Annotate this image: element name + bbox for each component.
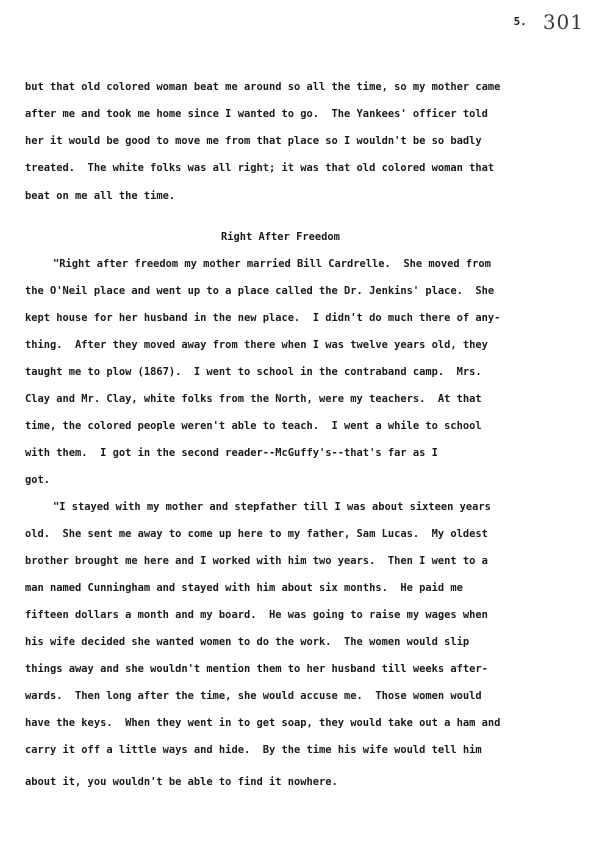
paragraph-2-line-3: kept house for her husband in the new place. I didn't do much there of any- [25,312,501,324]
paragraph-3-line-1: "I stayed with my mother and stepfather till I was about sixteen years [53,501,491,513]
paragraph-1-line-3: her it would be good to move me from that place so I wouldn't be so badly [25,135,482,147]
paragraph-3-line-10: carry it off a little ways and hide. By the time his wife would tell him [25,744,482,756]
paragraph-3-line-6: his wife decided she wanted women to do the work. The women would slip [25,636,470,648]
paragraph-2-line-9: got. [25,474,51,486]
paragraph-3-line-3: brother brought me here and I worked with him two years. Then I went to a [25,555,488,567]
paragraph-3-line-11: about it, you wouldn't be able to find it nowhere. [25,776,338,788]
paragraph-2-line-8: with them. I got in the second reader--McGuffy's--that's far as I [25,447,438,459]
paragraph-2-line-4: thing. After they moved away from there when I was twelve years old, they [25,339,488,351]
paragraph-2-line-5: taught me to plow (1867). I went to school in the contraband camp. Mrs. [25,366,482,378]
page-header [514,4,584,34]
paragraph-3-line-5: fifteen dollars a month and my board. He was going to raise my wages when [25,609,488,621]
paragraph-3-line-8: wards. Then long after the time, she would accuse me. Those women would [25,690,482,702]
paragraph-1-line-2: after me and took me home since I wanted to go. The Yankees' officer told [25,108,488,120]
paragraph-3-line-2: old. She sent me away to come up here to my father, Sam Lucas. My oldest [25,528,488,540]
page-number: 301 [542,10,584,34]
paragraph-3-line-7: things away and she wouldn't mention them to her husband till weeks after- [25,663,488,675]
paragraph-3-line-9: have the keys. When they went in to get soap, they would take out a ham and [25,717,501,729]
paragraph-2-line-2: the O'Neil place and went up to a place called the Dr. Jenkins' place. She [25,285,495,297]
paragraph-2-line-6: Clay and Mr. Clay, white folks from the North, were my teachers. At that [25,393,482,405]
paragraph-2-line-1: "Right after freedom my mother married Bill Cardrelle. She moved from [53,258,491,270]
section-heading: Right After Freedom [221,231,340,243]
paragraph-1-line-4: treated. The white folks was all right; it was that old colored woman that [25,162,495,174]
paragraph-3-line-4: man named Cunningham and stayed with him about six months. He paid me [25,582,463,594]
paragraph-2-line-7: time, the colored people weren't able to teach. I went a while to school [25,420,482,432]
section-number: 5. [513,15,527,28]
paragraph-1-line-1: but that old colored woman beat me around so all the time, so my mother came [25,81,501,93]
paragraph-1-line-5: beat on me all the time. [25,190,176,202]
